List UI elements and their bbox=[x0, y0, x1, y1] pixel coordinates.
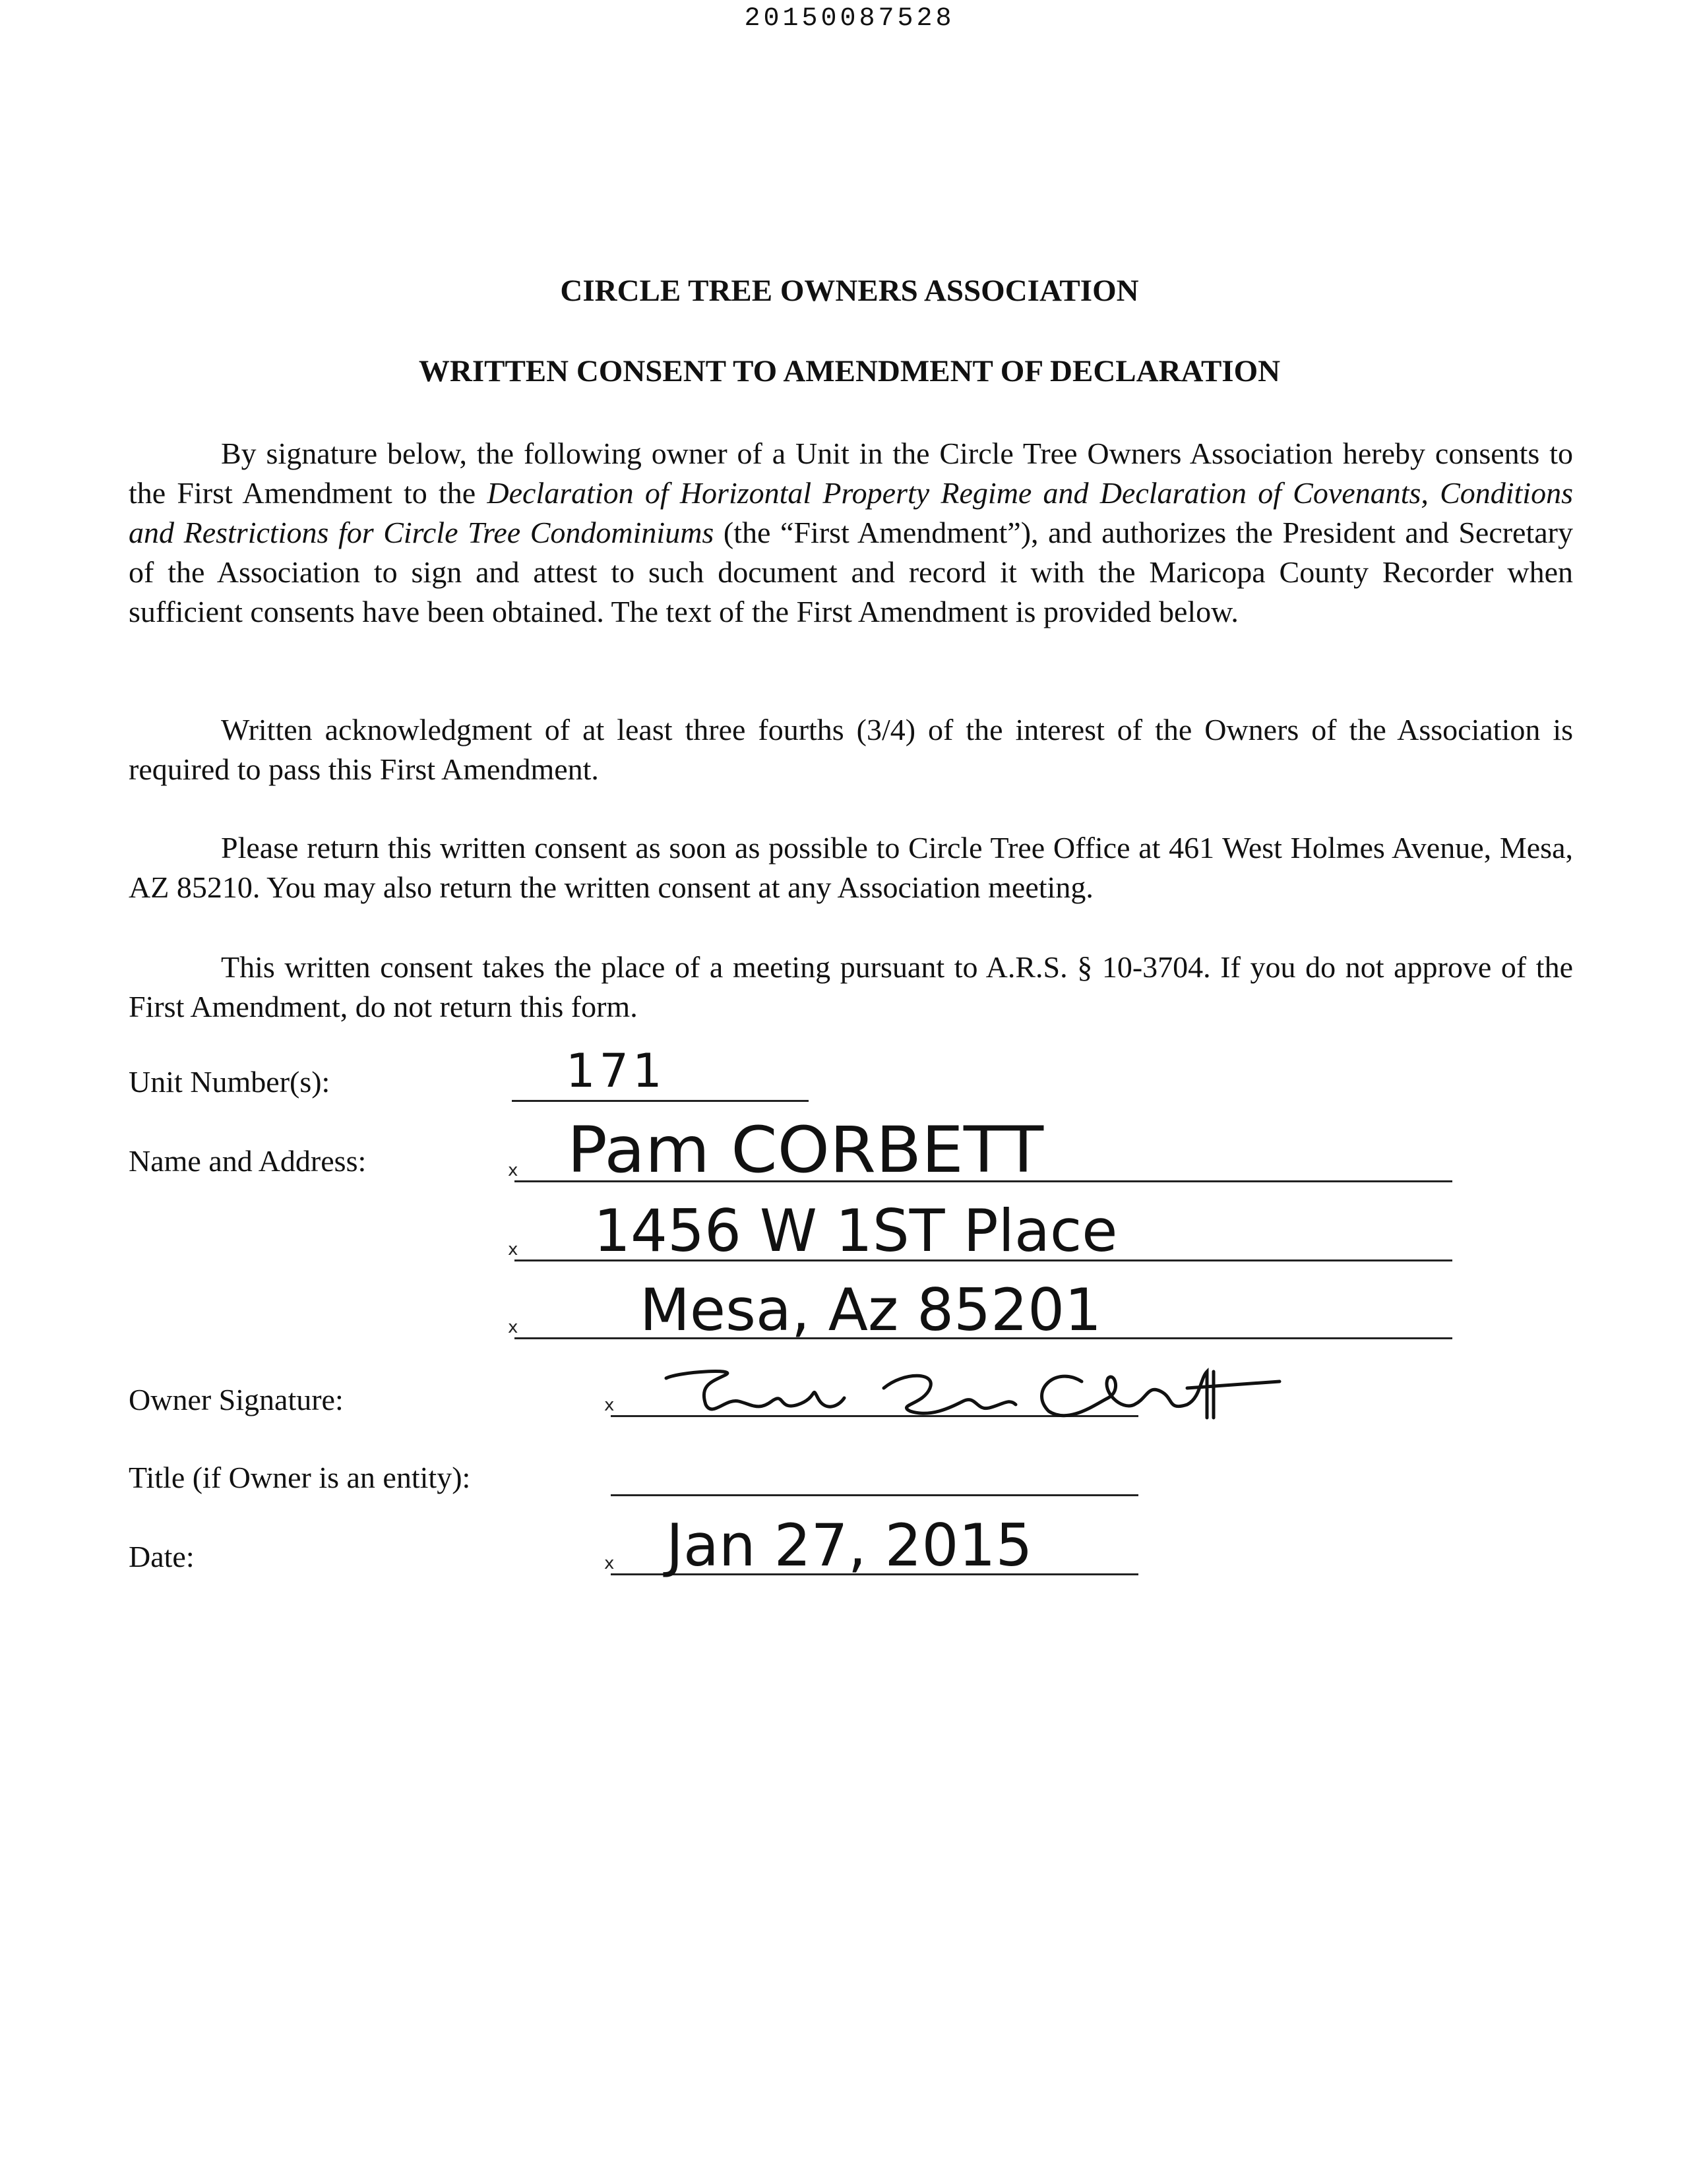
consent-text-1: By signature below, the following owner of a Unit in the Circle Tree Owners Association hereby consents to the First Amendment to the bbox=[129, 437, 1573, 510]
x-mark-name: x bbox=[508, 1161, 518, 1180]
meeting-paragraph bbox=[129, 948, 1573, 1027]
title-label: Title (if Owner is an entity): bbox=[129, 1461, 471, 1494]
unit-number-label: Unit Number(s): bbox=[129, 1065, 330, 1099]
address-line-2-value[interactable]: Mesa, Az 85201 bbox=[640, 1276, 1102, 1344]
unit-number-line bbox=[512, 1100, 809, 1102]
x-mark-date: x bbox=[604, 1554, 615, 1573]
unit-number-value[interactable]: 171 bbox=[566, 1044, 666, 1098]
consent-paragraph bbox=[129, 434, 1573, 632]
x-mark-signature: x bbox=[604, 1395, 615, 1415]
x-mark-address-2: x bbox=[508, 1318, 518, 1337]
meeting-text: This written consent takes the place of a meeting pursuant to A.R.S. § 10-3704. If you do not approve of the First Amendment, do not return this form. bbox=[129, 950, 1573, 1023]
x-mark-address-1: x bbox=[508, 1240, 518, 1259]
association-title: CIRCLE TREE OWNERS ASSOCIATION bbox=[560, 274, 1139, 308]
document-number: 20150087528 bbox=[744, 4, 955, 34]
consent-text-2: (the “First Amendment”), and authorizes the President and Secretary of the Association to sign and attest to such document and record it with the Maricopa County Recorder when sufficient consents have been obtained. The text of the First Amendment is provided below. bbox=[129, 516, 1573, 628]
return-instructions-paragraph bbox=[129, 828, 1573, 907]
date-value[interactable]: Jan 27, 2015 bbox=[666, 1511, 1033, 1579]
owner-name-value[interactable]: Pam CORBETT bbox=[567, 1113, 1044, 1187]
title-line bbox=[611, 1494, 1138, 1496]
document-subtitle: WRITTEN CONSENT TO AMENDMENT OF DECLARATION bbox=[418, 354, 1281, 388]
address-line-1-value[interactable]: 1456 W 1ST Place bbox=[594, 1197, 1118, 1265]
owner-signature-image[interactable] bbox=[620, 1352, 1306, 1431]
acknowledgment-text: Written acknowledgment of at least three fourths (3/4) of the interest of the Owners of the Association is required to pass this First Amendment. bbox=[129, 713, 1573, 786]
acknowledgment-paragraph bbox=[129, 710, 1573, 789]
date-label: Date: bbox=[129, 1540, 195, 1573]
declaration-title: Declaration of Horizontal Property Regime and Declaration of Covenants, Conditions and Restrictions for Circle Tree Condominiums bbox=[129, 476, 1573, 549]
name-address-label: Name and Address: bbox=[129, 1144, 367, 1178]
owner-signature-label: Owner Signature: bbox=[129, 1383, 344, 1416]
return-instructions-text: Please return this written consent as soon as possible to Circle Tree Office at 461 West Holmes Avenue, Mesa, AZ 85210. You may also return the written consent at any Association meeting. bbox=[129, 831, 1573, 904]
